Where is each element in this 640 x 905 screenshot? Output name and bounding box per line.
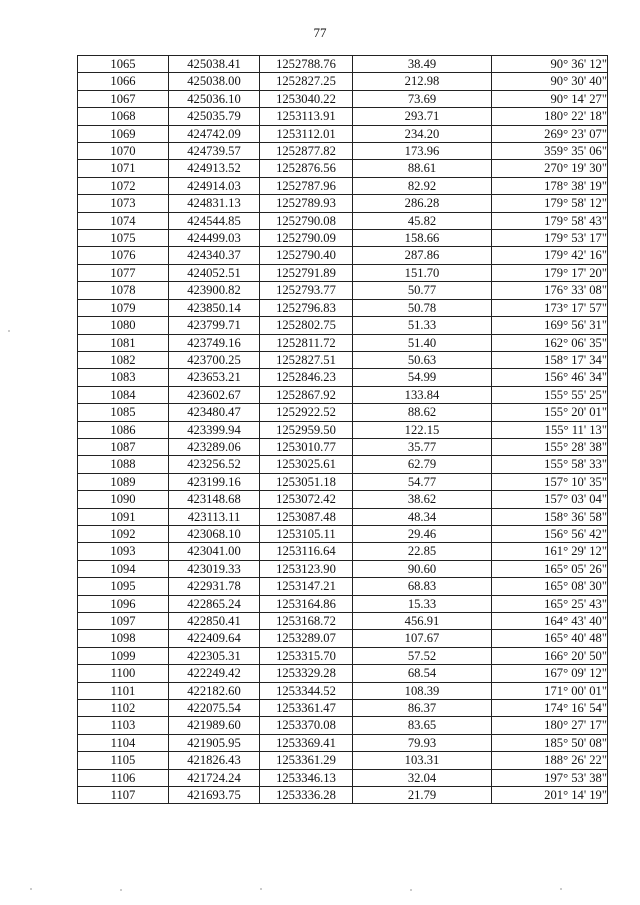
point-number-cell: 1087	[78, 438, 169, 455]
x-coordinate-cell: 423289.06	[169, 438, 260, 455]
scan-speck	[560, 888, 562, 890]
table-row	[78, 595, 608, 612]
y-coordinate-cell: 1253010.77	[260, 438, 353, 455]
table-body	[78, 56, 608, 804]
x-coordinate-cell: 423256.52	[169, 456, 260, 473]
distance-cell: 35.77	[353, 438, 492, 455]
distance-cell: 456.91	[353, 613, 492, 630]
y-coordinate-cell: 1253289.07	[260, 630, 353, 647]
table-row	[78, 212, 608, 229]
distance-cell: 38.62	[353, 491, 492, 508]
x-coordinate-cell: 423799.71	[169, 317, 260, 334]
point-number-cell: 1078	[78, 282, 169, 299]
point-number-cell: 1102	[78, 700, 169, 717]
y-coordinate-cell: 1252791.89	[260, 264, 353, 281]
distance-cell: 86.37	[353, 700, 492, 717]
table-row	[78, 543, 608, 560]
distance-cell: 82.92	[353, 177, 492, 194]
point-number-cell: 1066	[78, 73, 169, 90]
x-coordinate-cell: 421905.95	[169, 734, 260, 751]
point-number-cell: 1074	[78, 212, 169, 229]
point-number-cell: 1101	[78, 682, 169, 699]
x-coordinate-cell: 422182.60	[169, 682, 260, 699]
bearing-angle-cell: 173° 17' 57"	[492, 299, 608, 316]
distance-cell: 158.66	[353, 230, 492, 247]
point-number-cell: 1107	[78, 787, 169, 804]
bearing-angle-cell: 162° 06' 35"	[492, 334, 608, 351]
distance-cell: 54.77	[353, 473, 492, 490]
distance-cell: 68.83	[353, 578, 492, 595]
y-coordinate-cell: 1252959.50	[260, 421, 353, 438]
bearing-angle-cell: 359° 35' 06"	[492, 143, 608, 160]
distance-cell: 62.79	[353, 456, 492, 473]
distance-cell: 212.98	[353, 73, 492, 90]
bearing-angle-cell: 169° 56' 31"	[492, 317, 608, 334]
bearing-angle-cell: 179° 42' 16"	[492, 247, 608, 264]
table-row	[78, 769, 608, 786]
distance-cell: 88.61	[353, 160, 492, 177]
bearing-angle-cell: 167° 09' 12"	[492, 665, 608, 682]
distance-cell: 79.93	[353, 734, 492, 751]
table-row	[78, 438, 608, 455]
x-coordinate-cell: 424340.37	[169, 247, 260, 264]
point-number-cell: 1105	[78, 752, 169, 769]
y-coordinate-cell: 1253336.28	[260, 787, 353, 804]
y-coordinate-cell: 1253072.42	[260, 491, 353, 508]
point-number-cell: 1083	[78, 369, 169, 386]
x-coordinate-cell: 425038.41	[169, 56, 260, 73]
x-coordinate-cell: 423480.47	[169, 404, 260, 421]
bearing-angle-cell: 176° 33' 08"	[492, 282, 608, 299]
x-coordinate-cell: 423068.10	[169, 525, 260, 542]
x-coordinate-cell: 422850.41	[169, 613, 260, 630]
table-row	[78, 665, 608, 682]
distance-cell: 38.49	[353, 56, 492, 73]
distance-cell: 32.04	[353, 769, 492, 786]
y-coordinate-cell: 1253344.52	[260, 682, 353, 699]
point-number-cell: 1086	[78, 421, 169, 438]
table-row	[78, 491, 608, 508]
distance-cell: 108.39	[353, 682, 492, 699]
distance-cell: 122.15	[353, 421, 492, 438]
distance-cell: 90.60	[353, 560, 492, 577]
distance-cell: 54.99	[353, 369, 492, 386]
table-row	[78, 143, 608, 160]
distance-cell: 45.82	[353, 212, 492, 229]
y-coordinate-cell: 1253113.91	[260, 108, 353, 125]
y-coordinate-cell: 1252793.77	[260, 282, 353, 299]
bearing-angle-cell: 185° 50' 08"	[492, 734, 608, 751]
distance-cell: 133.84	[353, 386, 492, 403]
bearing-angle-cell: 270° 19' 30"	[492, 160, 608, 177]
bearing-angle-cell: 201° 14' 19"	[492, 787, 608, 804]
bearing-angle-cell: 156° 56' 42"	[492, 525, 608, 542]
point-number-cell: 1103	[78, 717, 169, 734]
point-number-cell: 1072	[78, 177, 169, 194]
x-coordinate-cell: 424913.52	[169, 160, 260, 177]
distance-cell: 22.85	[353, 543, 492, 560]
point-number-cell: 1090	[78, 491, 169, 508]
table-row	[78, 404, 608, 421]
table-row	[78, 421, 608, 438]
bearing-angle-cell: 179° 58' 43"	[492, 212, 608, 229]
point-number-cell: 1073	[78, 195, 169, 212]
bearing-angle-cell: 165° 25' 43"	[492, 595, 608, 612]
bearing-angle-cell: 157° 03' 04"	[492, 491, 608, 508]
bearing-angle-cell: 165° 40' 48"	[492, 630, 608, 647]
y-coordinate-cell: 1253025.61	[260, 456, 353, 473]
distance-cell: 73.69	[353, 90, 492, 107]
y-coordinate-cell: 1253369.41	[260, 734, 353, 751]
table-row	[78, 560, 608, 577]
point-number-cell: 1065	[78, 56, 169, 73]
point-number-cell: 1093	[78, 543, 169, 560]
bearing-angle-cell: 157° 10' 35"	[492, 473, 608, 490]
bearing-angle-cell: 197° 53' 38"	[492, 769, 608, 786]
y-coordinate-cell: 1252827.51	[260, 351, 353, 368]
y-coordinate-cell: 1252876.56	[260, 160, 353, 177]
table-row	[78, 299, 608, 316]
x-coordinate-cell: 424914.03	[169, 177, 260, 194]
x-coordinate-cell: 425038.00	[169, 73, 260, 90]
table-row	[78, 247, 608, 264]
point-number-cell: 1068	[78, 108, 169, 125]
bearing-angle-cell: 174° 16' 54"	[492, 700, 608, 717]
point-number-cell: 1079	[78, 299, 169, 316]
y-coordinate-cell: 1253105.11	[260, 525, 353, 542]
bearing-angle-cell: 165° 08' 30"	[492, 578, 608, 595]
point-number-cell: 1100	[78, 665, 169, 682]
page-number: 77	[313, 25, 327, 40]
table-row	[78, 525, 608, 542]
bearing-angle-cell: 161° 29' 12"	[492, 543, 608, 560]
y-coordinate-cell: 1253329.28	[260, 665, 353, 682]
table-row	[78, 73, 608, 90]
bearing-angle-cell: 156° 46' 34"	[492, 369, 608, 386]
x-coordinate-cell: 421693.75	[169, 787, 260, 804]
scan-speck	[410, 889, 412, 891]
x-coordinate-cell: 422865.24	[169, 595, 260, 612]
distance-cell: 234.20	[353, 125, 492, 142]
table-row	[78, 334, 608, 351]
y-coordinate-cell: 1253370.08	[260, 717, 353, 734]
x-coordinate-cell: 422075.54	[169, 700, 260, 717]
distance-cell: 83.65	[353, 717, 492, 734]
x-coordinate-cell: 424499.03	[169, 230, 260, 247]
scan-speck	[8, 330, 10, 332]
distance-cell: 15.33	[353, 595, 492, 612]
y-coordinate-cell: 1252811.72	[260, 334, 353, 351]
y-coordinate-cell: 1253168.72	[260, 613, 353, 630]
distance-cell: 48.34	[353, 508, 492, 525]
x-coordinate-cell: 422931.78	[169, 578, 260, 595]
table-row	[78, 351, 608, 368]
table-row	[78, 613, 608, 630]
distance-cell: 50.77	[353, 282, 492, 299]
y-coordinate-cell: 1252790.08	[260, 212, 353, 229]
bearing-angle-cell: 180° 22' 18"	[492, 108, 608, 125]
table-row	[78, 230, 608, 247]
x-coordinate-cell: 423019.33	[169, 560, 260, 577]
point-number-cell: 1099	[78, 647, 169, 664]
table-row	[78, 578, 608, 595]
x-coordinate-cell: 423199.16	[169, 473, 260, 490]
point-number-cell: 1092	[78, 525, 169, 542]
y-coordinate-cell: 1252790.40	[260, 247, 353, 264]
bearing-angle-cell: 179° 17' 20"	[492, 264, 608, 281]
table-row	[78, 456, 608, 473]
point-number-cell: 1096	[78, 595, 169, 612]
y-coordinate-cell: 1253087.48	[260, 508, 353, 525]
scan-speck	[30, 888, 32, 890]
table-row	[78, 282, 608, 299]
table-row	[78, 369, 608, 386]
bearing-angle-cell: 155° 55' 25"	[492, 386, 608, 403]
table-row	[78, 647, 608, 664]
bearing-angle-cell: 171° 00' 01"	[492, 682, 608, 699]
point-number-cell: 1094	[78, 560, 169, 577]
y-coordinate-cell: 1253361.29	[260, 752, 353, 769]
distance-cell: 50.63	[353, 351, 492, 368]
point-number-cell: 1081	[78, 334, 169, 351]
x-coordinate-cell: 423653.21	[169, 369, 260, 386]
scan-speck	[120, 889, 122, 891]
point-number-cell: 1089	[78, 473, 169, 490]
x-coordinate-cell: 421989.60	[169, 717, 260, 734]
point-number-cell: 1084	[78, 386, 169, 403]
y-coordinate-cell: 1252788.76	[260, 56, 353, 73]
distance-cell: 57.52	[353, 647, 492, 664]
y-coordinate-cell: 1253315.70	[260, 647, 353, 664]
y-coordinate-cell: 1252922.52	[260, 404, 353, 421]
x-coordinate-cell: 423700.25	[169, 351, 260, 368]
x-coordinate-cell: 423113.11	[169, 508, 260, 525]
table-row	[78, 752, 608, 769]
y-coordinate-cell: 1252789.93	[260, 195, 353, 212]
y-coordinate-cell: 1253040.22	[260, 90, 353, 107]
bearing-angle-cell: 164° 43' 40"	[492, 613, 608, 630]
survey-coordinates-table	[77, 55, 608, 804]
point-number-cell: 1082	[78, 351, 169, 368]
point-number-cell: 1070	[78, 143, 169, 160]
table-row	[78, 508, 608, 525]
distance-cell: 103.31	[353, 752, 492, 769]
table-row	[78, 160, 608, 177]
point-number-cell: 1080	[78, 317, 169, 334]
table-row	[78, 787, 608, 804]
bearing-angle-cell: 165° 05' 26"	[492, 560, 608, 577]
point-number-cell: 1077	[78, 264, 169, 281]
point-number-cell: 1106	[78, 769, 169, 786]
bearing-angle-cell: 155° 58' 33"	[492, 456, 608, 473]
table-row	[78, 90, 608, 107]
x-coordinate-cell: 423850.14	[169, 299, 260, 316]
bearing-angle-cell: 179° 53' 17"	[492, 230, 608, 247]
y-coordinate-cell: 1253051.18	[260, 473, 353, 490]
table-row	[78, 317, 608, 334]
x-coordinate-cell: 423041.00	[169, 543, 260, 560]
x-coordinate-cell: 425036.10	[169, 90, 260, 107]
distance-cell: 293.71	[353, 108, 492, 125]
bearing-angle-cell: 155° 20' 01"	[492, 404, 608, 421]
table-row	[78, 386, 608, 403]
y-coordinate-cell: 1252877.82	[260, 143, 353, 160]
y-coordinate-cell: 1253112.01	[260, 125, 353, 142]
bearing-angle-cell: 180° 27' 17"	[492, 717, 608, 734]
y-coordinate-cell: 1253123.90	[260, 560, 353, 577]
table-row	[78, 630, 608, 647]
y-coordinate-cell: 1253147.21	[260, 578, 353, 595]
y-coordinate-cell: 1252867.92	[260, 386, 353, 403]
table-row	[78, 177, 608, 194]
y-coordinate-cell: 1252802.75	[260, 317, 353, 334]
bearing-angle-cell: 155° 28' 38"	[492, 438, 608, 455]
table-row	[78, 125, 608, 142]
y-coordinate-cell: 1253164.86	[260, 595, 353, 612]
distance-cell: 50.78	[353, 299, 492, 316]
y-coordinate-cell: 1252787.96	[260, 177, 353, 194]
bearing-angle-cell: 166° 20' 50"	[492, 647, 608, 664]
x-coordinate-cell: 421826.43	[169, 752, 260, 769]
distance-cell: 51.33	[353, 317, 492, 334]
bearing-angle-cell: 179° 58' 12"	[492, 195, 608, 212]
x-coordinate-cell: 424052.51	[169, 264, 260, 281]
scan-speck	[260, 888, 262, 890]
table-row	[78, 264, 608, 281]
table-row	[78, 734, 608, 751]
x-coordinate-cell: 422249.42	[169, 665, 260, 682]
bearing-angle-cell: 90° 14' 27"	[492, 90, 608, 107]
y-coordinate-cell: 1253346.13	[260, 769, 353, 786]
distance-cell: 107.67	[353, 630, 492, 647]
x-coordinate-cell: 423749.16	[169, 334, 260, 351]
bearing-angle-cell: 155° 11' 13"	[492, 421, 608, 438]
distance-cell: 286.28	[353, 195, 492, 212]
point-number-cell: 1097	[78, 613, 169, 630]
bearing-angle-cell: 158° 36' 58"	[492, 508, 608, 525]
y-coordinate-cell: 1252796.83	[260, 299, 353, 316]
distance-cell: 88.62	[353, 404, 492, 421]
x-coordinate-cell: 424742.09	[169, 125, 260, 142]
distance-cell: 68.54	[353, 665, 492, 682]
point-number-cell: 1104	[78, 734, 169, 751]
table-row	[78, 195, 608, 212]
x-coordinate-cell: 423399.94	[169, 421, 260, 438]
bearing-angle-cell: 90° 30' 40"	[492, 73, 608, 90]
y-coordinate-cell: 1253361.47	[260, 700, 353, 717]
x-coordinate-cell: 423148.68	[169, 491, 260, 508]
y-coordinate-cell: 1252790.09	[260, 230, 353, 247]
point-number-cell: 1076	[78, 247, 169, 264]
distance-cell: 51.40	[353, 334, 492, 351]
distance-cell: 29.46	[353, 525, 492, 542]
bearing-angle-cell: 90° 36' 12"	[492, 56, 608, 73]
x-coordinate-cell: 423900.82	[169, 282, 260, 299]
table-row	[78, 700, 608, 717]
point-number-cell: 1091	[78, 508, 169, 525]
x-coordinate-cell: 422409.64	[169, 630, 260, 647]
x-coordinate-cell: 424831.13	[169, 195, 260, 212]
point-number-cell: 1088	[78, 456, 169, 473]
y-coordinate-cell: 1252846.23	[260, 369, 353, 386]
x-coordinate-cell: 425035.79	[169, 108, 260, 125]
point-number-cell: 1085	[78, 404, 169, 421]
y-coordinate-cell: 1252827.25	[260, 73, 353, 90]
table-row	[78, 682, 608, 699]
table-row	[78, 473, 608, 490]
table-row	[78, 108, 608, 125]
x-coordinate-cell: 424739.57	[169, 143, 260, 160]
x-coordinate-cell: 421724.24	[169, 769, 260, 786]
distance-cell: 287.86	[353, 247, 492, 264]
distance-cell: 173.96	[353, 143, 492, 160]
point-number-cell: 1071	[78, 160, 169, 177]
point-number-cell: 1095	[78, 578, 169, 595]
distance-cell: 151.70	[353, 264, 492, 281]
bearing-angle-cell: 269° 23' 07"	[492, 125, 608, 142]
x-coordinate-cell: 424544.85	[169, 212, 260, 229]
x-coordinate-cell: 423602.67	[169, 386, 260, 403]
bearing-angle-cell: 188° 26' 22"	[492, 752, 608, 769]
point-number-cell: 1067	[78, 90, 169, 107]
point-number-cell: 1069	[78, 125, 169, 142]
point-number-cell: 1075	[78, 230, 169, 247]
table-row	[78, 56, 608, 73]
bearing-angle-cell: 158° 17' 34"	[492, 351, 608, 368]
y-coordinate-cell: 1253116.64	[260, 543, 353, 560]
x-coordinate-cell: 422305.31	[169, 647, 260, 664]
table-row	[78, 717, 608, 734]
point-number-cell: 1098	[78, 630, 169, 647]
bearing-angle-cell: 178° 38' 19"	[492, 177, 608, 194]
distance-cell: 21.79	[353, 787, 492, 804]
